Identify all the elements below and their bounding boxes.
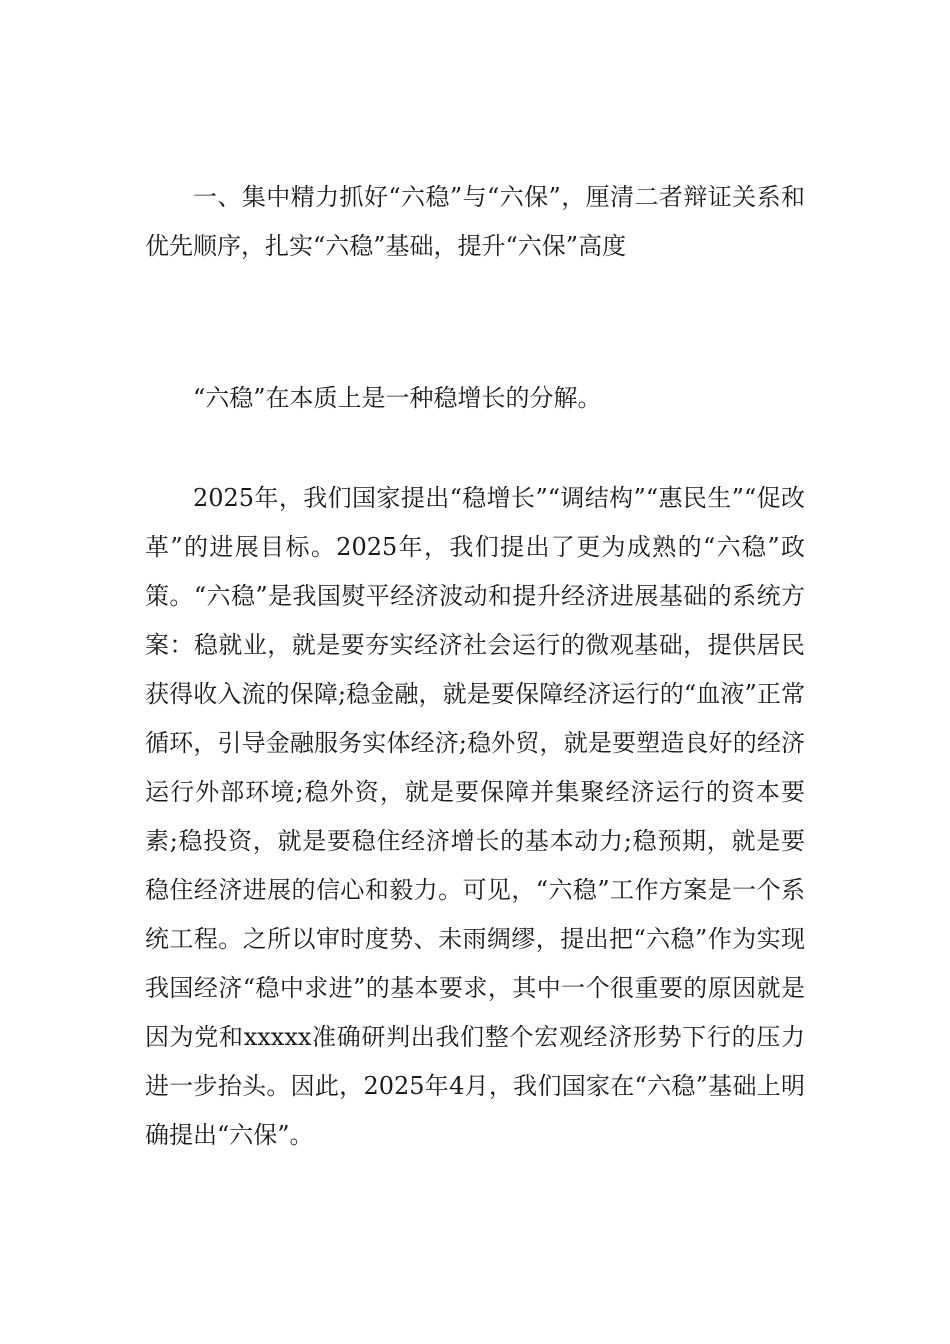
body-paragraph: 2025年，我们国家提出“稳增长”“调结构”“惠民生”“促改革”的进展目标。2025年，我们提出了更为成熟的“六稳”政策。“六稳”是我国熨平经济波动和提升经济进展基础的系统方案：稳就业，就是要夯实经济社会运行的微观基础，提供居民获得收入流的保障;稳金融，就是要保障经济运行的“血液”正常循环，引导金融服务实体经济;稳外贸，就是要塑造良好的经济运行外部环境;稳外资，就是要保障并集聚经济运行的资本要素;稳投资，就是要稳住经济增长的基本动力;稳预期，就是要稳住经济进展的信心和毅力。可见，“六稳”工作方案是一个系统工程。之所以审时度势、未雨绸缪，提出把“六稳”作为实现我国经济“稳中求进”的基本要求，其中一个很重要的原因就是因为党和xxxxx准确研判出我们整个宏观经济形势下行的压力进一步抬头。因此，2025年4月，我们国家在“六稳”基础上明确提出“六保”。 (145, 484, 805, 1149)
intro-paragraph: “六稳”在本质上是一种稳增长的分解。 (193, 384, 602, 412)
section-heading: 一、集中精力抓好“六稳”与“六保”，厘清二者辩证关系和优先顺序，扎实“六稳”基础，提升“六保”高度 (145, 183, 805, 260)
